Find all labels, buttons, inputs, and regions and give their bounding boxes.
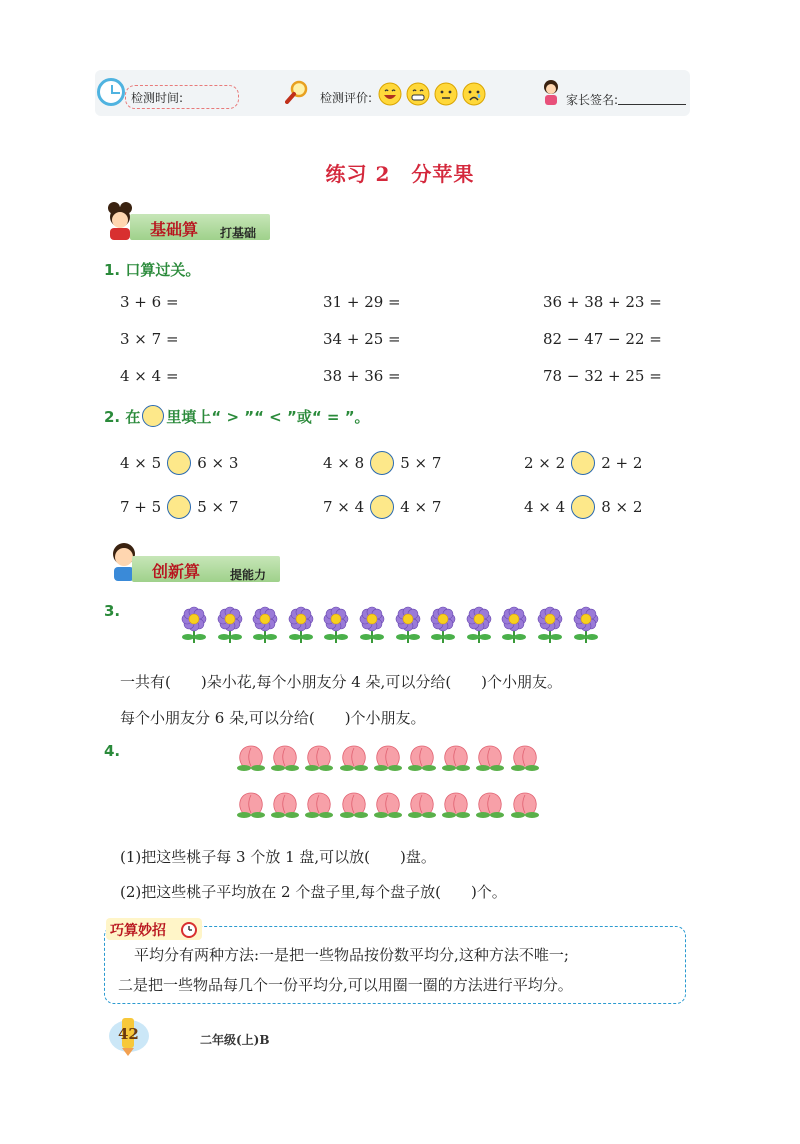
answer-circle[interactable] <box>167 495 191 519</box>
compare-right: 6 × 3 <box>197 454 239 472</box>
compare-right: 5 × 7 <box>400 454 442 472</box>
compare-item <box>120 451 238 475</box>
neutral-face-icon[interactable] <box>434 82 458 106</box>
parent-sign-label: 家长签名: <box>566 93 619 107</box>
q1-item: 3 × 7 = <box>120 330 179 348</box>
peach-icon <box>338 789 370 819</box>
question-4-label: 4. <box>104 742 121 760</box>
flower-icon <box>570 605 602 645</box>
smile-face-icon[interactable] <box>378 82 402 106</box>
compare-left: 4 × 8 <box>323 454 365 472</box>
answer-circle[interactable] <box>571 495 595 519</box>
page-number: 42 <box>118 1025 139 1043</box>
parent-sign-field[interactable] <box>618 104 686 105</box>
compare-item <box>524 495 642 519</box>
peach-icon <box>235 789 267 819</box>
section-innovate-title: 创新算 <box>152 562 201 581</box>
time-label: 检测时间: <box>131 91 184 105</box>
section-basic-subtitle: 打基础 <box>220 226 257 240</box>
q4-line-2: (2)把这些桃子平均放在 2 个盘子里,每个盘子放( )个。 <box>120 883 507 901</box>
peach-icon <box>303 742 335 772</box>
question-1-label: 1. 口算过关。 <box>104 261 201 279</box>
sad-face-icon[interactable] <box>462 82 486 106</box>
question-3-label: 3. <box>104 602 121 620</box>
compare-left: 2 × 2 <box>524 454 566 472</box>
peach-icon <box>269 742 301 772</box>
answer-circle[interactable] <box>571 451 595 475</box>
page-title: 练习 2 分苹果 <box>325 162 475 186</box>
flower-icon <box>427 605 459 645</box>
flower-icon <box>178 605 210 645</box>
compare-item <box>323 451 441 475</box>
section-basic-title: 基础算 <box>150 220 199 239</box>
peach-icon <box>372 742 404 772</box>
peach-icon <box>235 742 267 772</box>
peach-icon <box>440 742 472 772</box>
eval-label: 检测评价: <box>320 91 373 105</box>
flower-icon <box>285 605 317 645</box>
compare-left: 7 + 5 <box>120 498 162 516</box>
grade-label: 二年级(上)B <box>200 1033 270 1047</box>
flower-icon <box>498 605 530 645</box>
peach-icon <box>406 789 438 819</box>
compare-right: 4 × 7 <box>400 498 442 516</box>
peach-icon <box>303 789 335 819</box>
peach-icon <box>509 789 541 819</box>
q1-item: 38 + 36 = <box>323 367 401 385</box>
question-2-label <box>104 405 370 427</box>
peach-icon <box>440 789 472 819</box>
answer-circle[interactable] <box>370 451 394 475</box>
q1-item: 34 + 25 = <box>323 330 401 348</box>
flower-icon <box>214 605 246 645</box>
answer-circle[interactable] <box>167 451 191 475</box>
compare-left: 7 × 4 <box>323 498 365 516</box>
compare-item <box>120 495 238 519</box>
tip-line-1: 平均分有两种方法:一是把一些物品按份数平均分,这种方法不唯一; <box>134 946 569 964</box>
peach-icon <box>372 789 404 819</box>
grin-face-icon[interactable] <box>406 82 430 106</box>
q1-item: 31 + 29 = <box>323 293 401 311</box>
q1-item: 36 + 38 + 23 = <box>543 293 662 311</box>
q1-item: 4 × 4 = <box>120 367 179 385</box>
peach-icon <box>509 742 541 772</box>
circle-shape-icon <box>142 405 164 427</box>
child-icon <box>540 78 562 108</box>
q1-item: 78 − 32 + 25 = <box>543 367 662 385</box>
peach-icon <box>269 789 301 819</box>
flower-icon <box>463 605 495 645</box>
compare-item <box>323 495 441 519</box>
flower-icon <box>356 605 388 645</box>
q2-label-pre: 2. 在 <box>104 407 141 426</box>
clock-icon <box>97 78 125 106</box>
q1-item: 82 − 47 − 22 = <box>543 330 662 348</box>
compare-right: 5 × 7 <box>197 498 239 516</box>
tip-line-2: 二是把一些物品每几个一份平均分,可以用圈一圈的方法进行平均分。 <box>118 976 573 994</box>
alarm-clock-icon <box>180 920 198 938</box>
tip-title: 巧算妙招 <box>110 923 166 939</box>
peach-icon <box>474 789 506 819</box>
flower-icon <box>534 605 566 645</box>
peach-icon <box>474 742 506 772</box>
peach-icon <box>338 742 370 772</box>
compare-left: 4 × 4 <box>524 498 566 516</box>
q1-item: 3 + 6 = <box>120 293 179 311</box>
q3-line-2: 每个小朋友分 6 朵,可以分给( )个小朋友。 <box>120 709 426 727</box>
compare-right: 8 × 2 <box>601 498 643 516</box>
q3-line-1: 一共有( )朵小花,每个小朋友分 4 朵,可以分给( )个小朋友。 <box>120 673 563 691</box>
compare-left: 4 × 5 <box>120 454 162 472</box>
section-innovate-subtitle: 提能力 <box>230 568 267 582</box>
answer-circle[interactable] <box>370 495 394 519</box>
flower-icon <box>392 605 424 645</box>
flower-icon <box>320 605 352 645</box>
compare-item <box>524 451 642 475</box>
magnifier-icon <box>285 80 309 104</box>
q2-label-post: 里填上“ > ”“ < ”或“ = ”。 <box>166 407 370 426</box>
compare-right: 2 + 2 <box>601 454 643 472</box>
peach-icon <box>406 742 438 772</box>
q4-line-1: (1)把这些桃子每 3 个放 1 盘,可以放( )盘。 <box>120 848 436 866</box>
flower-icon <box>249 605 281 645</box>
